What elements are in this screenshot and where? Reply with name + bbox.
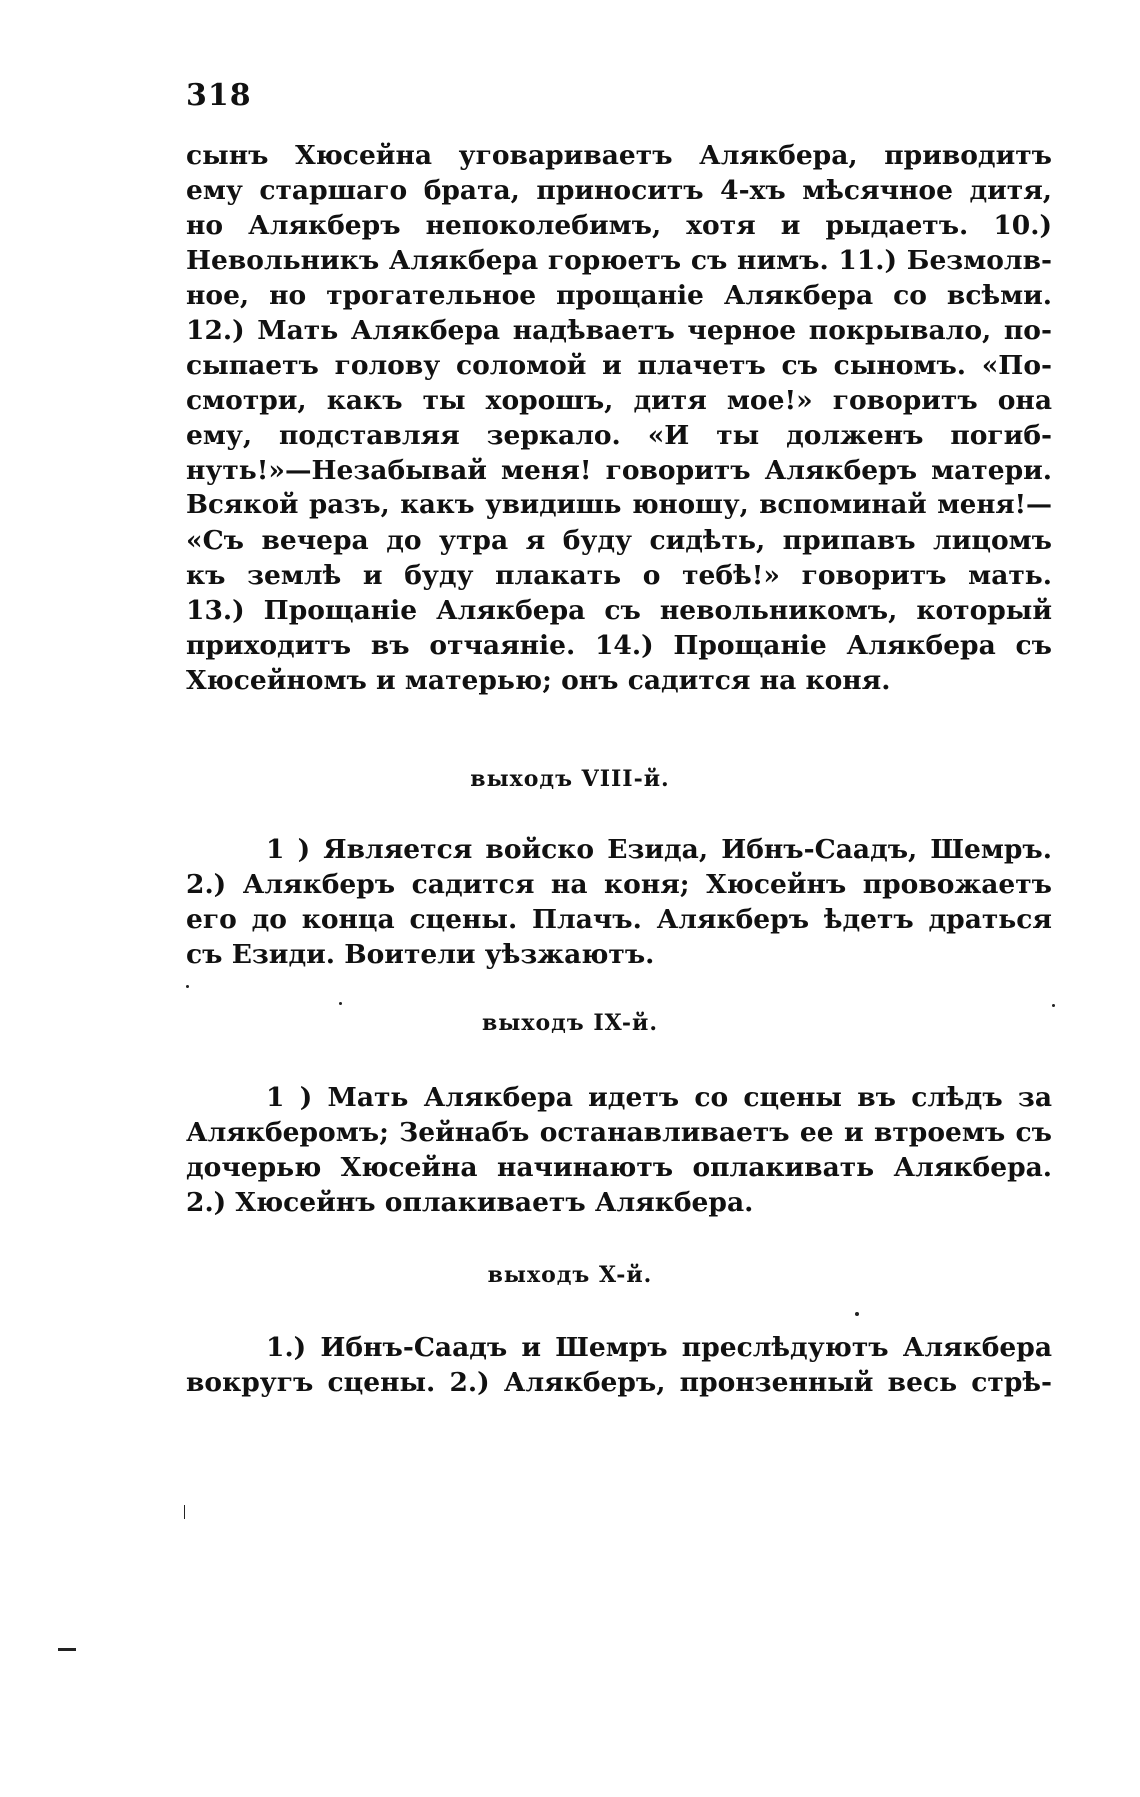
scan-speck — [339, 1002, 342, 1005]
scan-speck — [184, 1505, 185, 1519]
text-line: сыпаетъ голову соломой и плачетъ съ сыномъ. «По- — [186, 350, 1052, 381]
section-heading: выходъ X-й. — [487, 1262, 653, 1288]
text-line: приходитъ въ отчаяніе. 14.) Прощаніе Алякбера съ — [186, 630, 1052, 661]
text-line: ное, но трогательное прощаніе Алякбера со всѣми. — [186, 280, 1052, 311]
section-heading: выходъ VIII-й. — [470, 766, 670, 792]
section-heading: выходъ IX-й. — [481, 1010, 658, 1036]
text-line: но Алякберъ непоколебимъ, хотя и рыдаетъ. 10.) — [186, 210, 1052, 241]
scan-speck — [855, 1312, 859, 1316]
text-line: «Съ вечера до утра я буду сидѣть, припавъ лицомъ — [186, 525, 1052, 556]
text-line: дочерью Хюсейна начинаютъ оплакивать Алякбера. — [186, 1152, 1052, 1183]
text-line: 2.) Хюсейнъ оплакиваетъ Алякбера. — [186, 1187, 754, 1218]
text-line: 1.) Ибнъ-Саадъ и Шемръ преслѣдуютъ Алякбера — [266, 1332, 1052, 1363]
text-line: нуть!»—Незабывай меня! говоритъ Алякберъ матери. — [186, 455, 1052, 486]
page-number: 318 — [186, 78, 252, 113]
scan-speck — [186, 985, 189, 988]
scan-dash — [58, 1648, 76, 1651]
text-line: 1 ) Мать Алякбера идетъ со сцены въ слѣдъ за — [266, 1082, 1052, 1113]
text-line: Хюсейномъ и матерью; онъ садится на коня. — [186, 665, 891, 696]
text-line: сынъ Хюсейна уговариваетъ Алякбера, приводитъ — [186, 140, 1052, 171]
scan-speck — [1052, 1004, 1055, 1007]
text-line: Всякой разъ, какъ увидишь юношу, вспоминай меня!— — [186, 490, 1052, 520]
paragraph-scene-continuation — [186, 138, 1052, 698]
text-line: 12.) Мать Алякбера надѣваетъ черное покрывало, по- — [186, 315, 1052, 346]
paragraph-scene-10 — [186, 1330, 1052, 1400]
text-line: съ Езиди. Воители уѣзжаютъ. — [186, 939, 655, 970]
text-line: смотри, какъ ты хорошъ, дитя мое!» говоритъ она — [186, 385, 1052, 416]
text-line: 2.) Алякберъ садится на коня; Хюсейнъ провожаетъ — [186, 869, 1052, 900]
text-line: 13.) Прощаніе Алякбера съ невольникомъ, который — [186, 595, 1052, 626]
paragraph-scene-8 — [186, 832, 1052, 972]
text-line: къ землѣ и буду плакать о тебѣ!» говоритъ мать. — [186, 560, 1052, 591]
text-line: 1 ) Является войско Езида, Ибнъ-Саадъ, Шемръ. — [266, 834, 1052, 865]
text-line: вокругъ сцены. 2.) Алякберъ, пронзенный весь стрѣ- — [186, 1367, 1052, 1398]
text-line: его до конца сцены. Плачъ. Алякберъ ѣдетъ драться — [186, 904, 1052, 935]
text-line: ему, подставляя зеркало. «И ты долженъ погиб- — [186, 420, 1052, 451]
text-line: ему старшаго брата, приноситъ 4-хъ мѣсячное дитя, — [186, 175, 1052, 206]
text-line: Невольникъ Алякбера горюетъ съ нимъ. 11.) Безмолв- — [186, 245, 1052, 276]
text-line: Алякберомъ; Зейнабъ останавливаетъ ее и втроемъ съ — [186, 1117, 1052, 1148]
paragraph-scene-9 — [186, 1080, 1052, 1220]
